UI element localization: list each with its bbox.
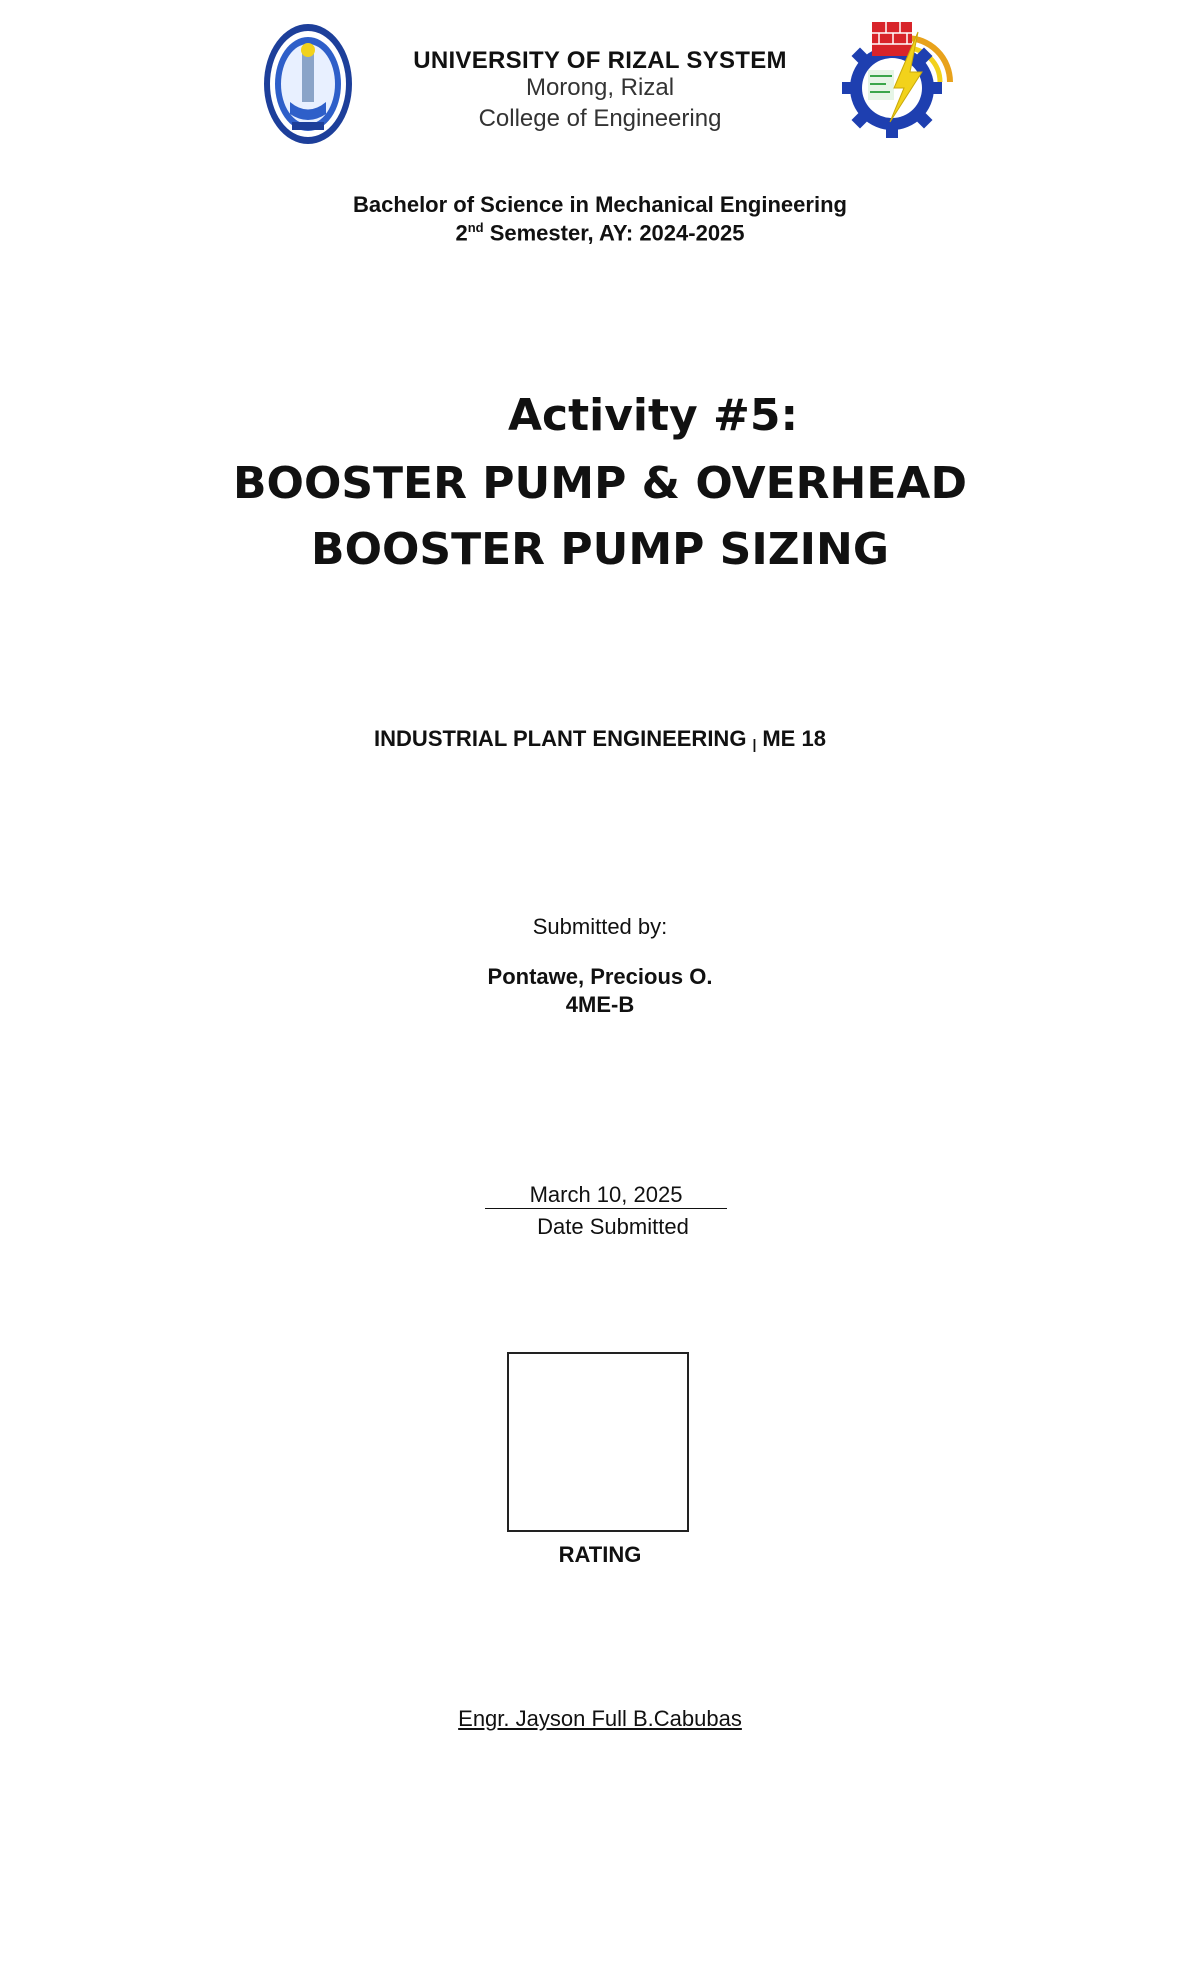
rating-box	[507, 1352, 689, 1532]
course-separator: |	[752, 736, 757, 752]
course-name: INDUSTRIAL PLANT ENGINEERING	[374, 726, 747, 751]
activity-title-line-1: BOOSTER PUMP & OVERHEAD	[233, 458, 967, 509]
activity-number: Activity #5:	[508, 390, 799, 441]
course-code: ME 18	[762, 726, 826, 751]
course-line	[0, 726, 1200, 752]
instructor-name: Engr. Jayson Full B.Cabubas	[458, 1706, 742, 1731]
university-seal-icon	[262, 22, 354, 146]
engineering-gear-logo-icon	[836, 18, 956, 142]
date-submitted-label: Date Submitted	[537, 1214, 689, 1239]
submitted-by-label: Submitted by:	[532, 914, 668, 939]
rating-label: RATING	[558, 1542, 642, 1567]
semester-academic-year: Semester, AY: 2024-2025	[483, 220, 745, 246]
student-name: Pontawe, Precious O.	[487, 964, 713, 989]
degree-program: Bachelor of Science in Mechanical Engineering	[353, 192, 847, 217]
college-name: College of Engineering	[478, 105, 722, 132]
student-section: 4ME-B	[565, 992, 635, 1017]
submission-date: March 10, 2025	[485, 1182, 727, 1209]
campus-location: Morong, Rizal	[525, 74, 675, 101]
university-name: UNIVERSITY OF RIZAL SYSTEM	[413, 47, 787, 74]
semester-number: 2	[455, 220, 468, 246]
activity-title-line-2: BOOSTER PUMP SIZING	[311, 524, 889, 575]
semester-suffix: nd	[467, 220, 484, 235]
semester-line	[0, 220, 1200, 246]
